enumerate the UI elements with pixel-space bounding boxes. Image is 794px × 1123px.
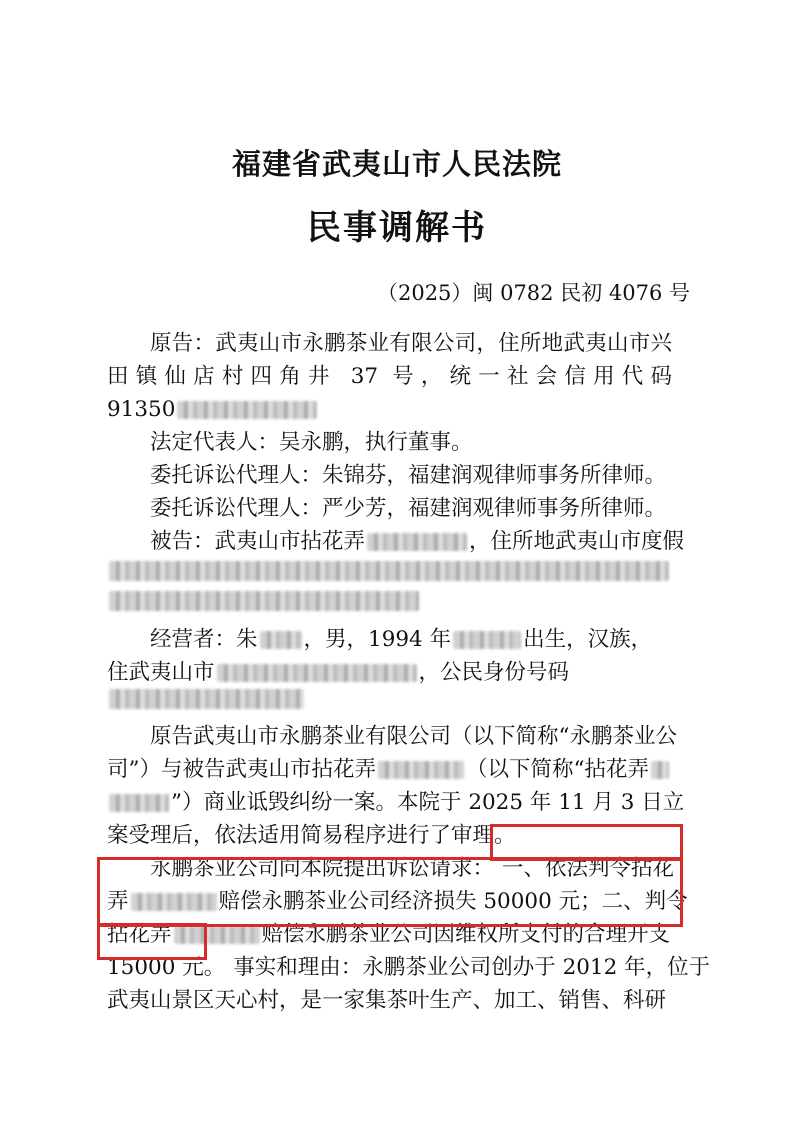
case-number: （2025）闽 0782 民初 4076 号	[376, 281, 690, 305]
redacted-defendant-name-2	[378, 761, 464, 779]
operator-residence-label: 住武夷山市	[107, 660, 215, 685]
claims-intro: 永鹏茶业公司向本院提出诉讼请求：	[150, 856, 495, 881]
claim-1-start: 一、依法判令拈花	[502, 856, 675, 881]
operator-birth-year: ，男，1994 年	[303, 627, 452, 652]
claims-line-4-a: 15000 元。	[107, 955, 226, 980]
redacted-short-name-a	[651, 761, 669, 779]
redacted-defendant-code	[109, 591, 419, 611]
case-line-3-text: ”）商业诋毁纠纷一案。本院于 2025 年 11 月 3 日立	[171, 790, 685, 815]
highlight-box-top	[490, 824, 683, 861]
plaintiff-agent-2: 委托诉讼代理人：严少芳，福建润观律师事务所律师。	[150, 496, 667, 521]
operator-line-3	[107, 684, 672, 709]
redacted-defendant-name	[367, 533, 467, 551]
redacted-defendant-address	[109, 561, 669, 581]
defendant-line-2	[107, 556, 672, 581]
operator-ethnicity: 出生，汉族，	[523, 627, 653, 652]
defendant-line-1	[150, 527, 685, 557]
defendant-line-3	[107, 586, 672, 611]
facts-and-reasons: 事实和理由：永鹏茶业公司创办于 2012 年，位于	[233, 955, 711, 980]
case-line-1: 原告武夷山市永鹏茶业有限公司（以下简称“永鹏茶业公	[150, 724, 677, 749]
claims-line-2-a: 弄	[107, 889, 129, 914]
case-line-2-a: 司”）与被告武夷山市拈花弄	[107, 757, 376, 782]
case-line-2	[107, 755, 672, 785]
highlight-box-middle	[97, 857, 683, 927]
redacted-credit-code	[177, 401, 317, 419]
legal-representative: 法定代表人：吴永鹏，执行董事。	[150, 430, 473, 455]
court-name: 福建省武夷山市人民法院	[231, 147, 562, 181]
operator-line-1	[150, 625, 672, 655]
highlight-box-bottom	[97, 923, 207, 960]
case-line-2-b: （以下简称“拈花弄	[466, 757, 649, 782]
claims-line-2-b: 赔偿永鹏茶业公司经济损失 50000 元；二、判令	[218, 889, 688, 914]
operator-label: 经营者：朱	[150, 627, 258, 652]
case-line-4: 案受理后，依法适用简易程序进行了审理。	[107, 823, 516, 848]
redacted-birth-date	[453, 631, 521, 649]
case-line-3	[107, 788, 685, 818]
claims-line-5: 武夷山景区天心村，是一家集茶叶生产、加工、销售、科研	[107, 988, 667, 1013]
redacted-short-name-b	[109, 794, 169, 812]
redacted-id-number	[109, 689, 304, 709]
plaintiff-line-1: 原告：武夷山市永鹏茶业有限公司，住所地武夷山市兴	[150, 331, 672, 356]
operator-id-label: ，公民身份号码	[418, 660, 570, 685]
claims-line-3-a: 拈花弄	[107, 922, 172, 947]
document-title: 民事调解书	[307, 208, 487, 248]
defendant-label: 被告：武夷山市拈花弄	[150, 529, 366, 554]
plaintiff-line-3	[107, 395, 672, 425]
redacted-operator-name	[260, 631, 302, 649]
plaintiff-line-2: 田镇仙店村四角井 37 号，统一社会信用代码	[107, 364, 672, 389]
defendant-address-label: ，住所地武夷山市度假	[469, 529, 685, 554]
plaintiff-agent-1: 委托诉讼代理人：朱锦芬，福建润观律师事务所律师。	[150, 463, 667, 488]
credit-code-prefix: 91350	[107, 397, 176, 422]
claims-line-3-b: 赔偿永鹏茶业公司因维权所支付的合理开支	[261, 922, 671, 947]
redacted-operator-address	[217, 664, 417, 682]
